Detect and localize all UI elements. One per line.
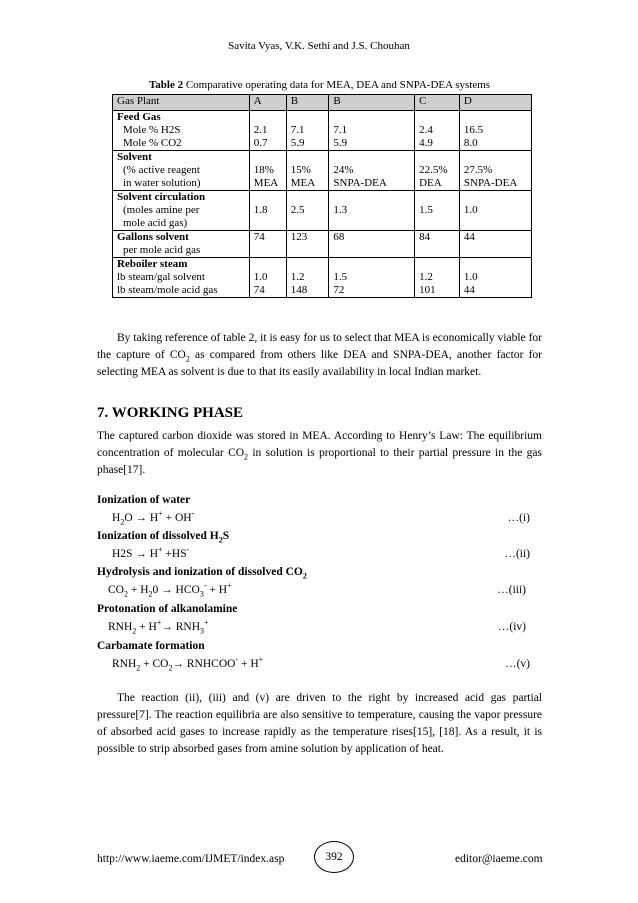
equation-ionization-water: $H_2O \to H^+ + OH^-$ …(i)	[112, 509, 530, 527]
value-cell: 24% SNPA-DEA	[329, 151, 415, 191]
table-caption-text: Comparative operating data for MEA, DEA and SNPA-DEA systems	[183, 79, 491, 91]
value-cell: 84	[415, 231, 460, 258]
table-row	[113, 111, 532, 151]
group-title: Feed Gas	[117, 111, 161, 123]
value-cell: 2.4 4.9	[415, 111, 460, 151]
value-cell: 2.5	[286, 191, 329, 231]
equation-label: Ionization of dissolved $H_2S$	[97, 530, 230, 545]
group-cell	[113, 111, 250, 151]
equation-label: Hydrolysis and ionization of dissolved $CO_2$	[97, 566, 307, 581]
value-cell: 1.3	[329, 191, 415, 231]
table-row	[113, 191, 532, 231]
equation-hydrolysis-co2: $CO_2 + H_20 \to HCO_3^- + H^+$ …(iii)	[108, 581, 526, 599]
arrow-icon: →	[161, 584, 173, 596]
comparative-data-table	[112, 94, 532, 298]
value-cell: 1.5	[415, 191, 460, 231]
column-header: B	[286, 95, 329, 111]
row-label: (moles amine per	[123, 204, 200, 216]
paragraph-reaction-equilibria: The reaction (ii), (iii) and (v) are driven to the right by increased acid gas partial pressure[7]. The reaction equilibria are also sensitive to temperature, causing the vapor pressure of absorbed acid gases to increase rapidly as the temperature rises[15], [18]. As a result, it is possible to strip absorbed gases from amine solution by application of heat.	[97, 692, 542, 755]
column-header: Gas Plant	[113, 95, 250, 111]
column-header: A	[249, 95, 286, 111]
group-cell	[113, 191, 250, 231]
equation-label: Protonation of alkanolamine	[97, 603, 238, 615]
equation-number: …(iv)	[497, 621, 526, 633]
group-cell	[113, 231, 250, 258]
group-cell	[113, 258, 250, 298]
footer-url-link[interactable]: http://www.iaeme.com/IJMET/index.asp	[97, 853, 285, 865]
equation-carbamate: $RNH_2 + CO_2\to$ RNHCOO- + H+ …(v)	[112, 655, 530, 673]
value-cell: 22.5% DEA	[415, 151, 460, 191]
arrow-icon: →	[135, 548, 147, 560]
table-header-row	[113, 95, 532, 111]
equation-label: Carbamate formation	[97, 640, 205, 652]
value-cell: 7.1 5.9	[329, 111, 415, 151]
table-row	[113, 258, 532, 298]
running-head: Savita Vyas, V.K. Sethi and J.S. Chouhan	[228, 40, 410, 52]
group-title: Solvent	[117, 151, 152, 163]
row-label: mole acid gas)	[123, 217, 188, 229]
value-cell: 44	[459, 231, 531, 258]
value-cell: 1.0	[459, 191, 531, 231]
value-cell: 123	[286, 231, 329, 258]
arrow-icon: →	[161, 621, 173, 633]
row-label: in water solution)	[123, 177, 201, 189]
arrow-icon: →	[172, 658, 184, 670]
table-caption	[97, 79, 542, 91]
section-heading: 7. WORKING PHASE	[97, 405, 243, 421]
equation-number: …(i)	[507, 512, 530, 524]
value-cell: 68	[329, 231, 415, 258]
row-label: lb steam/gal solvent	[117, 271, 205, 283]
equation-label: Ionization of water	[97, 494, 191, 506]
column-header: C	[415, 95, 460, 111]
value-cell: 74	[249, 231, 286, 258]
value-cell: 2.1 0.7	[249, 111, 286, 151]
value-cell: 1.5 72	[329, 258, 415, 298]
value-cell: 1.0 74	[249, 258, 286, 298]
group-cell	[113, 151, 250, 191]
row-label: per mole acid gas	[123, 244, 201, 256]
row-label: Mole % CO2	[123, 137, 182, 149]
value-cell: 1.0 44	[459, 258, 531, 298]
row-label: Mole % H2S	[123, 124, 181, 136]
value-cell: 7.1 5.9	[286, 111, 329, 151]
value-cell: 1.2 148	[286, 258, 329, 298]
value-cell: 1.2 101	[415, 258, 460, 298]
value-cell: 18% MEA	[249, 151, 286, 191]
table-caption-label: Table 2	[148, 79, 184, 91]
group-title: Reboiler steam	[117, 258, 188, 270]
row-label: lb steam/mole acid gas	[117, 284, 218, 296]
paragraph-table-discussion: By taking reference of table 2, it is easy for us to select that MEA is economically viable for the capture of $CO_2$ as compared from others like DEA and SNPA-DEA, another factor for selecting MEA as solvent is due to that its easily availability in local Indian market.	[97, 332, 542, 378]
value-cell: 15% MEA	[286, 151, 329, 191]
page-number: 392	[314, 841, 354, 873]
equation-number: …(iii)	[497, 584, 526, 596]
table-row	[113, 151, 532, 191]
value-cell: 16.5 8.0	[459, 111, 531, 151]
column-header: B	[329, 95, 415, 111]
value-cell: 1.8	[249, 191, 286, 231]
equation-protonation: $RNH_2 + H^+\to RNH_3^+$ …(iv)	[108, 618, 526, 636]
arrow-icon: →	[135, 512, 147, 524]
footer-email-link[interactable]: editor@iaeme.com	[455, 853, 543, 865]
group-title: Solvent circulation	[117, 191, 206, 203]
value-cell: 27.5% SNPA-DEA	[459, 151, 531, 191]
equation-ionization-h2s: H2S → H+ +HS- …(ii)	[112, 545, 530, 560]
row-label: (% active reagent	[123, 164, 200, 176]
group-title: Gallons solvent	[117, 231, 189, 243]
equation-number: …(v)	[505, 658, 530, 670]
table-row	[113, 231, 532, 258]
paragraph-henrys-law: The captured carbon dioxide was stored in MEA. According to Henry’s Law: The equilibrium concentration of molecular $CO_2$ in solution is proportional to their partial pressure in the gas phase[17].	[97, 430, 542, 476]
equation-number: …(ii)	[504, 548, 530, 560]
column-header: D	[459, 95, 531, 111]
